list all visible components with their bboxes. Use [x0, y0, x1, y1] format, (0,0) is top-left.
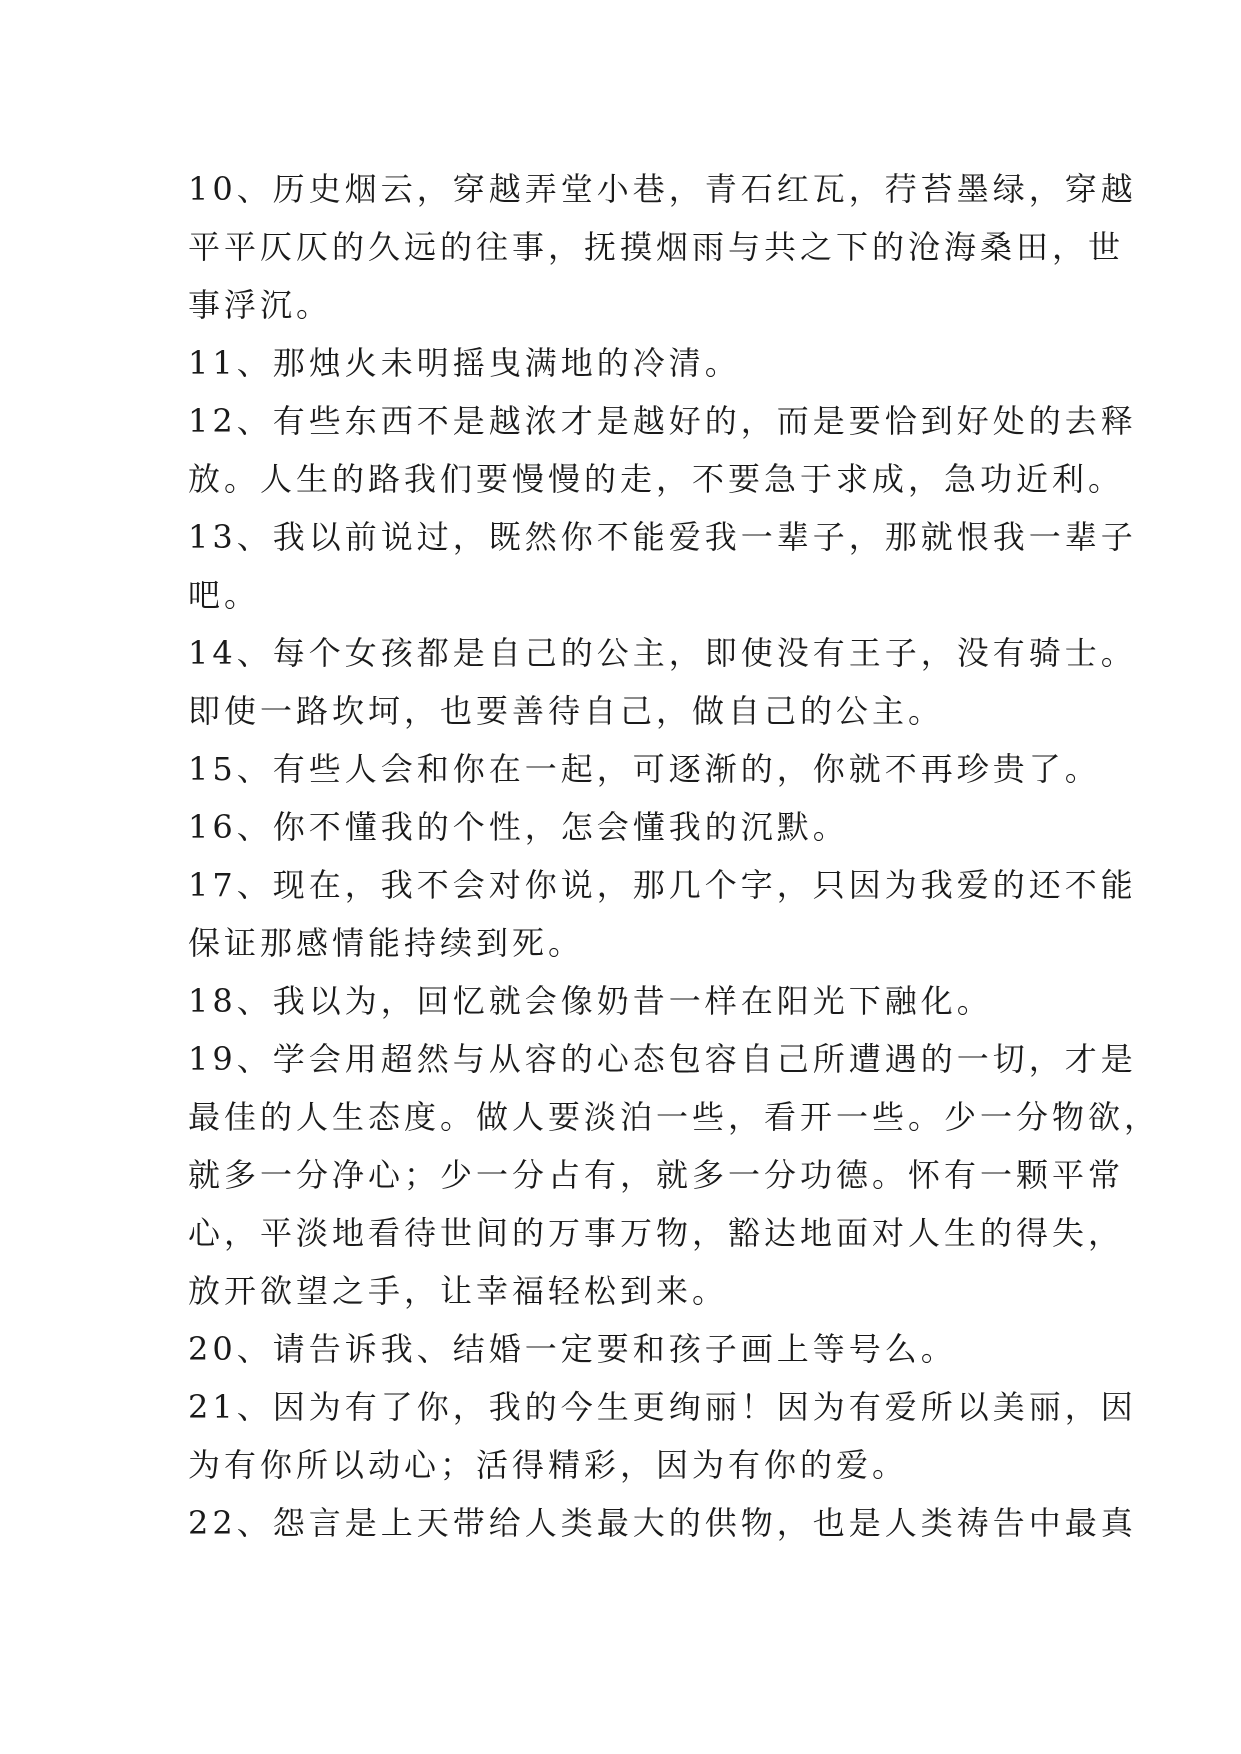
- text-line: 14、每个女孩都是自己的公主，即使没有王子，没有骑士。: [188, 634, 1137, 672]
- text-line: 20、请告诉我、结婚一定要和孩子画上等号么。: [188, 1330, 957, 1368]
- text-line: 放。人生的路我们要慢慢的走，不要急于求成，急功近利。: [188, 460, 1125, 498]
- text-line: 放开欲望之手，让幸福轻松到来。: [188, 1272, 729, 1310]
- text-line: 15、有些人会和你在一起，可逐渐的，你就不再珍贵了。: [188, 750, 1101, 788]
- text-line: 保证那感情能持续到死。: [188, 924, 585, 962]
- text-line: 22、怨言是上天带给人类最大的供物，也是人类祷告中最真: [188, 1504, 1137, 1542]
- text-line: 10、历史烟云，穿越弄堂小巷，青石红瓦，荇苔墨绿，穿越: [188, 170, 1137, 208]
- text-line: 最佳的人生态度。做人要淡泊一些，看开一些。少一分物欲，: [188, 1098, 1161, 1136]
- text-line: 就多一分净心；少一分占有，就多一分功德。怀有一颗平常: [188, 1156, 1125, 1194]
- text-line: 事浮沉。: [188, 286, 333, 324]
- text-line: 12、有些东西不是越浓才是越好的，而是要恰到好处的去释: [188, 402, 1137, 440]
- text-line: 13、我以前说过，既然你不能爱我一辈子，那就恨我一辈子: [188, 518, 1137, 556]
- body-text: [188, 160, 1161, 1552]
- text-line: 为有你所以动心；活得精彩，因为有你的爱。: [188, 1446, 909, 1484]
- text-line: 平平仄仄的久远的往事，抚摸烟雨与共之下的沧海桑田，世: [188, 228, 1125, 266]
- text-line: 16、你不懂我的个性，怎会懂我的沉默。: [188, 808, 849, 846]
- text-line: 18、我以为，回忆就会像奶昔一样在阳光下融化。: [188, 982, 993, 1020]
- text-line: 即使一路坎坷，也要善待自己，做自己的公主。: [188, 692, 945, 730]
- text-line: 19、学会用超然与从容的心态包容自己所遭遇的一切，才是: [188, 1040, 1137, 1078]
- text-line: 11、那烛火未明摇曳满地的冷清。: [188, 344, 741, 382]
- text-line: 17、现在，我不会对你说，那几个字，只因为我爱的还不能: [188, 866, 1137, 904]
- text-line: 心，平淡地看待世间的万事万物，豁达地面对人生的得失，: [188, 1214, 1125, 1252]
- text-line: 21、因为有了你，我的今生更绚丽！因为有爱所以美丽，因: [188, 1388, 1137, 1426]
- text-line: 吧。: [188, 576, 261, 614]
